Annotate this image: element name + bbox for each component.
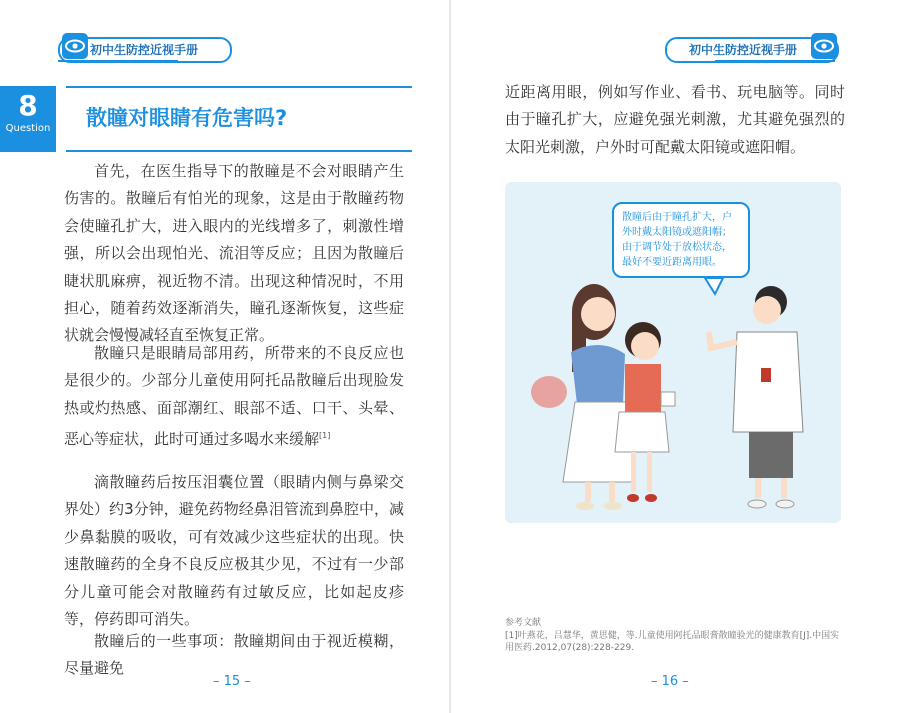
bubble-line-2: 外时戴太阳镜或遮阳帽； xyxy=(622,227,732,238)
page-number-left: – 15 – xyxy=(213,674,251,689)
eye-icon xyxy=(811,33,837,59)
paragraph-2-text: 散瞳只是眼睛局部用药，所带来的不良反应也是很少的。少部分儿童使用阿托品散瞳后出现脸发热或灼热感、面部潮红、眼部不适、口干、头晕、恶心等症状，此时可通过多喝水来缓解 xyxy=(64,344,404,449)
question-number: 8 xyxy=(18,89,38,122)
left-header-rule xyxy=(58,60,178,62)
left-header-title: 初中生防控近视手册 xyxy=(90,43,199,57)
paragraph-continued: 近距离用眼，例如写作业、看书、玩电脑等。同时由于瞳孔扩大，应避免强光刺激，尤其避免强烈的太阳光刺激，户外时可配戴太阳镜或遮阳帽。 xyxy=(505,83,845,156)
paragraph-3: 滴散瞳药后按压泪囊位置（眼睛内侧与鼻梁交界处）约3分钟，避免药物经鼻泪管流到鼻腔中，减少鼻黏膜的吸收，可有效减少这些症状的出现。快速散瞳药的全身不良反应极其少见，不过有一少部分儿童可能会对散瞳药有过敏反应，比如起皮疹等，停药即可消失。 xyxy=(64,473,404,629)
reference-entry: [1]叶燕花，吕慧华，黄思健，等.儿童使用阿托品眼膏散瞳验光的健康教育[J].中国实用医药.2012,07(28):228-229. xyxy=(505,630,840,653)
mother-figure xyxy=(531,284,635,510)
question-title: 散瞳对眼睛有危害吗? xyxy=(86,106,288,130)
paragraph-4: 散瞳后的一些事项：散瞳期间由于视近模糊，尽量避免 xyxy=(64,632,404,678)
eye-icon xyxy=(62,33,88,59)
references-heading: 参考文献 xyxy=(505,618,542,628)
right-header-rule xyxy=(715,60,835,62)
references xyxy=(505,617,845,655)
book-gutter xyxy=(449,0,451,713)
question-label: Question xyxy=(5,123,51,134)
question-badge xyxy=(0,86,56,152)
doctor-figure xyxy=(709,286,803,508)
speech-bubble xyxy=(612,202,750,278)
citation-mark: [1] xyxy=(319,431,331,441)
bubble-line-1: 散瞳后由于瞳孔扩大，户 xyxy=(622,212,732,223)
paragraph-2 xyxy=(64,340,404,454)
right-header-title: 初中生防控近视手册 xyxy=(689,43,798,57)
bubble-line-3: 由于调节处于放松状态， xyxy=(622,242,732,253)
paragraph-1: 首先，在医生指导下的散瞳是不会对眼睛产生伤害的。散瞳后有怕光的现象，这是由于散瞳药物会使瞳孔扩大，进入眼内的光线增多了，刺激性增强，所以会出现怕光、流泪等反应；且因为散瞳后睫状肌麻痹，视近物不清。出现这种情况时，不用担心，随着药效逐渐消失，瞳孔逐渐恢复，这些症状就会慢慢减轻直至恢复正常。 xyxy=(64,162,404,345)
page-number-right: – 16 – xyxy=(651,674,689,689)
bubble-line-4: 最好不要近距离用眼。 xyxy=(622,257,722,268)
